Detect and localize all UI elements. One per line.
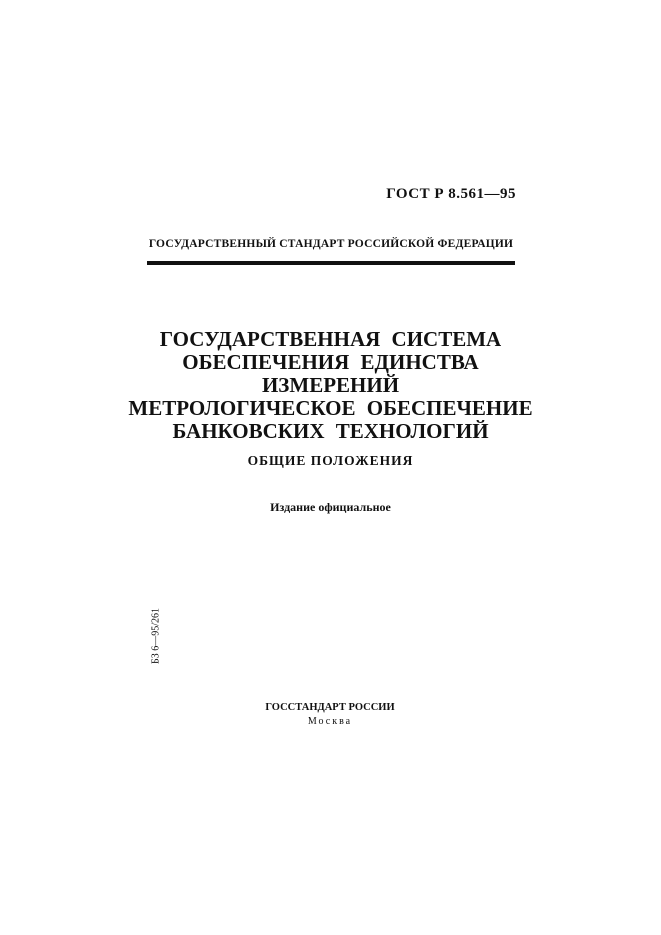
standard-number: ГОСТ Р 8.561—95: [386, 186, 516, 202]
title-line-1: ГОСУДАРСТВЕННАЯ СИСТЕМА: [159, 327, 502, 351]
publication-city: Москва: [307, 716, 353, 727]
document-title: [100, 328, 561, 443]
title-line-4: МЕТРОЛОГИЧЕСКОЕ ОБЕСПЕЧЕНИЕ: [128, 396, 533, 420]
document-header: ГОСУДАРСТВЕННЫЙ СТАНДАРТ РОССИЙСКОЙ ФЕДЕРАЦИИ: [148, 238, 514, 250]
publisher: ГОССТАНДАРТ РОССИИ: [265, 702, 395, 713]
edition-note: Издание официальное: [270, 500, 391, 514]
title-line-5: БАНКОВСКИХ ТЕХНОЛОГИЙ: [172, 419, 489, 443]
title-line-2: ОБЕСПЕЧЕНИЯ ЕДИНСТВА: [182, 350, 479, 374]
side-registration-code: БЗ 6—95/261: [150, 607, 162, 665]
header-divider: [147, 261, 515, 265]
document-subtitle: ОБЩИЕ ПОЛОЖЕНИЯ: [247, 453, 414, 468]
title-line-3: ИЗМЕРЕНИЙ: [261, 373, 400, 397]
